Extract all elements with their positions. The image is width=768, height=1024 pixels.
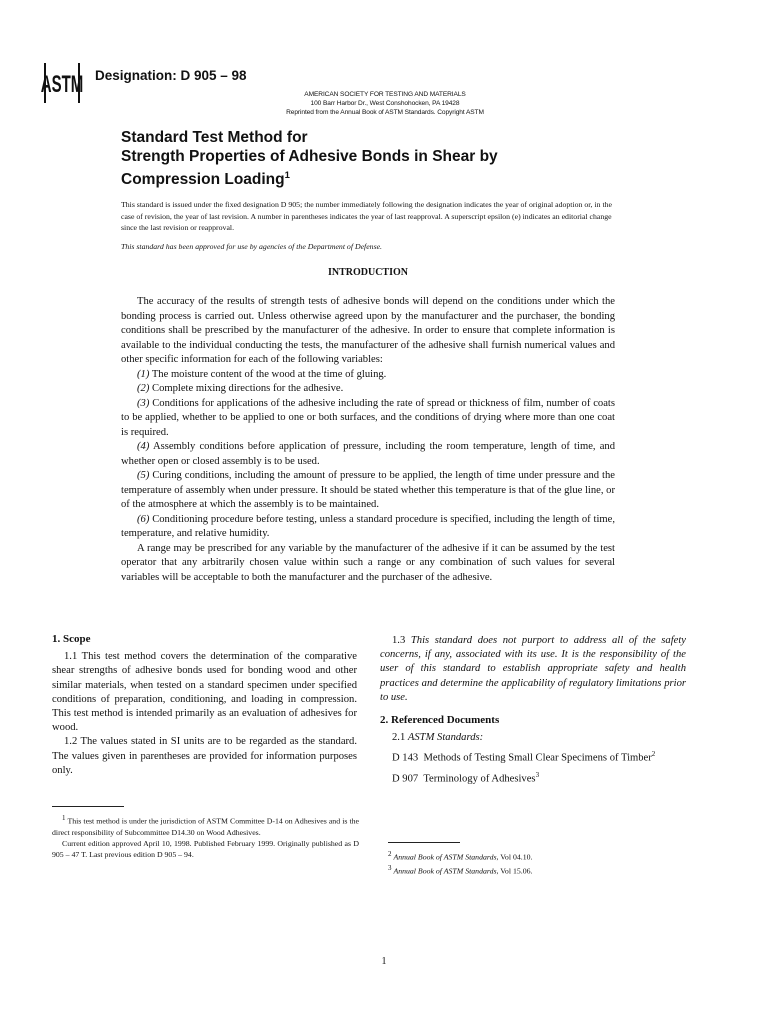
publisher-address: 100 Barr Harbor Dr., West Conshohocken, PA 19428 xyxy=(310,100,460,107)
intro-item-num: (1) xyxy=(137,368,150,380)
intro-lead: The accuracy of the results of strength tests of adhesive bonds will depend on the conditions under which the bonding process is carried out. Unless otherwise agreed upon by the manufacturer and the purchaser, the bonding conditions shall be prescribed by the manufacturer of the adhesive. In order to ensure that complete information is available to the individual conducting the tests, the manufacturer of the adhesive shall furnish numerical values and other specific information for each of the following variables: xyxy=(121,296,615,365)
footnote-1-edition: Current edition approved April 10, 1998. Published February 1999. Originally published as D 905 – 47 T. Last previous edition D 905 – 94. xyxy=(52,839,359,860)
footnote-3-vol: , Vol 15.06. xyxy=(496,866,533,876)
svg-text:ASTM: ASTM xyxy=(40,71,84,98)
footnote-2 xyxy=(388,849,688,863)
subheading-num: 2.1 xyxy=(392,732,406,744)
scope-1-2: 1.2 The values stated in SI units are to be regarded as the standard. The values given in parentheses are provided for information purposes only. xyxy=(52,736,357,776)
reference-code: D 143 xyxy=(392,752,419,764)
intro-item-num: (3) xyxy=(137,397,150,409)
reference-text: Terminology of Adhesives xyxy=(423,773,536,785)
intro-closing: A range may be prescribed for any variable by the manufacturer of the adhesive if it can be assumed by the test operator that any arbitrarily chosen value within such a range or any combination of such values for several variables will be acceptable to both the manufacturer and the purchaser of the adhesive. xyxy=(121,542,615,583)
title-line-3 xyxy=(121,166,601,189)
title-line-1: Standard Test Method for xyxy=(121,129,308,146)
footnote-rule-right xyxy=(388,842,460,843)
intro-item-1 xyxy=(121,368,615,383)
referenced-documents-heading: 2. Referenced Documents xyxy=(380,714,500,727)
intro-item-text: Complete mixing directions for the adhesive. xyxy=(152,383,344,394)
title-line-2: Strength Properties of Adhesive Bonds in Shear by xyxy=(121,148,498,165)
reference-code: D 907 xyxy=(392,773,419,785)
scope-1-3 xyxy=(380,634,686,705)
title-line-3-text: Compression Loading xyxy=(121,171,285,189)
introduction-heading: INTRODUCTION xyxy=(327,267,408,278)
scope-1-3-text: This standard does not purport to address all of the safety concerns, if any, associated with its use. It is the responsibility of the user of this standard to establish appropriate safety and health practices and determine the applicability of regulatory limitations prior to use. xyxy=(380,635,686,703)
footnote-1-text: This test method is under the jurisdiction of ASTM Committee D-14 on Adhesives and is the direct responsibility of Subcommittee D14.30 on Wood Adhesives. xyxy=(52,816,359,837)
scope-heading: 1. Scope xyxy=(52,633,91,645)
intro-item-5 xyxy=(121,469,615,513)
intro-item-2 xyxy=(121,382,615,397)
intro-item-num: (4) xyxy=(137,441,150,452)
publisher-copyright: Reprinted from the Annual Book of ASTM Standards. Copyright ASTM xyxy=(286,109,484,116)
footnote-2-title: Annual Book of ASTM Standards xyxy=(393,852,497,862)
reference-footnote-marker: 2 xyxy=(651,750,656,759)
footnotes-right xyxy=(388,849,688,877)
intro-item-num: (6) xyxy=(137,513,150,525)
footnote-2-marker: 2 xyxy=(388,850,392,858)
document-title xyxy=(121,128,601,189)
page-number: 1 xyxy=(381,956,387,967)
publisher-name: AMERICAN SOCIETY FOR TESTING AND MATERIALS xyxy=(304,91,466,98)
footnote-rule-left xyxy=(52,806,124,807)
dod-approval: This standard has been approved for use by agencies of the Department of Defense. xyxy=(121,242,383,251)
footnote-3 xyxy=(388,863,688,877)
footnote-1 xyxy=(52,813,359,838)
standard-notice: This standard is issued under the fixed designation D 905; the number immediately following the designation indicates the year of original adoption or, in the case of revision, the year of last revision. A number in parentheses indicates the year of last reapproval. A superscript epsilon (e) indicates an editorial change since the last revision or reapproval. xyxy=(121,200,612,232)
footnote-2-vol: , Vol 04.10. xyxy=(496,852,533,862)
scope-1-1: 1.1 This test method covers the determination of the comparative shear strengths of adhesive bonds used for bonding wood and other similar materials, when tested on a standard specimen under specified conditions of preparation, conditioning, and loading in compression. This test method is intended primarily as an evaluation of adhesives for wood. xyxy=(52,651,357,734)
astm-standards-subheading xyxy=(380,731,686,745)
right-column xyxy=(380,634,686,789)
introduction-body xyxy=(121,295,615,585)
designation: Designation: D 905 – 98 xyxy=(95,68,247,83)
footnotes-left xyxy=(52,813,359,860)
reference-footnote-marker: 3 xyxy=(535,771,540,780)
intro-item-text: The moisture content of the wood at the time of gluing. xyxy=(151,368,387,380)
subheading-label: ASTM Standards: xyxy=(407,732,484,744)
intro-item-num: (2) xyxy=(137,383,150,394)
intro-item-text: Conditioning procedure before testing, unless a standard procedure is specified, including the length of time, temperature, and relative humidity. xyxy=(121,513,615,539)
footnote-1-marker: 1 xyxy=(62,814,66,822)
astm-logo-mark xyxy=(34,60,92,106)
publisher-block xyxy=(260,90,510,117)
intro-item-num: (5) xyxy=(137,470,150,481)
footnote-3-marker: 3 xyxy=(388,863,392,872)
intro-item-text: Conditions for applications of the adhesive including the rate of spread or thickness of film, number of coats to be applied, whether to be applied to one or both surfaces, and the conditions of drying where more than one coat is required. xyxy=(121,397,615,438)
reference-d143 xyxy=(392,747,686,766)
title-footnote-marker: 1 xyxy=(284,170,290,181)
footnote-3-title: Annual Book of ASTM Standards xyxy=(393,866,497,876)
intro-item-3 xyxy=(121,397,615,441)
intro-item-6 xyxy=(121,513,615,542)
left-column xyxy=(52,632,357,778)
intro-item-text: Assembly conditions before application of pressure, including the room temperature, length of time, and whether open or closed assembly is to be used. xyxy=(121,441,615,467)
intro-item-text: Curing conditions, including the amount of pressure to be applied, the length of time under pressure and the temperature of assembly when under pressure. It should be stated whether this temperature is that of the glue line, or of the atmosphere at which the assembly is to be maintained. xyxy=(121,470,615,510)
reference-d907 xyxy=(392,768,686,787)
astm-logo xyxy=(34,60,92,106)
scope-1-3-num: 1.3 xyxy=(392,635,406,646)
intro-item-4 xyxy=(121,440,615,469)
reference-text: Methods of Testing Small Clear Specimens of Timber xyxy=(423,752,652,764)
